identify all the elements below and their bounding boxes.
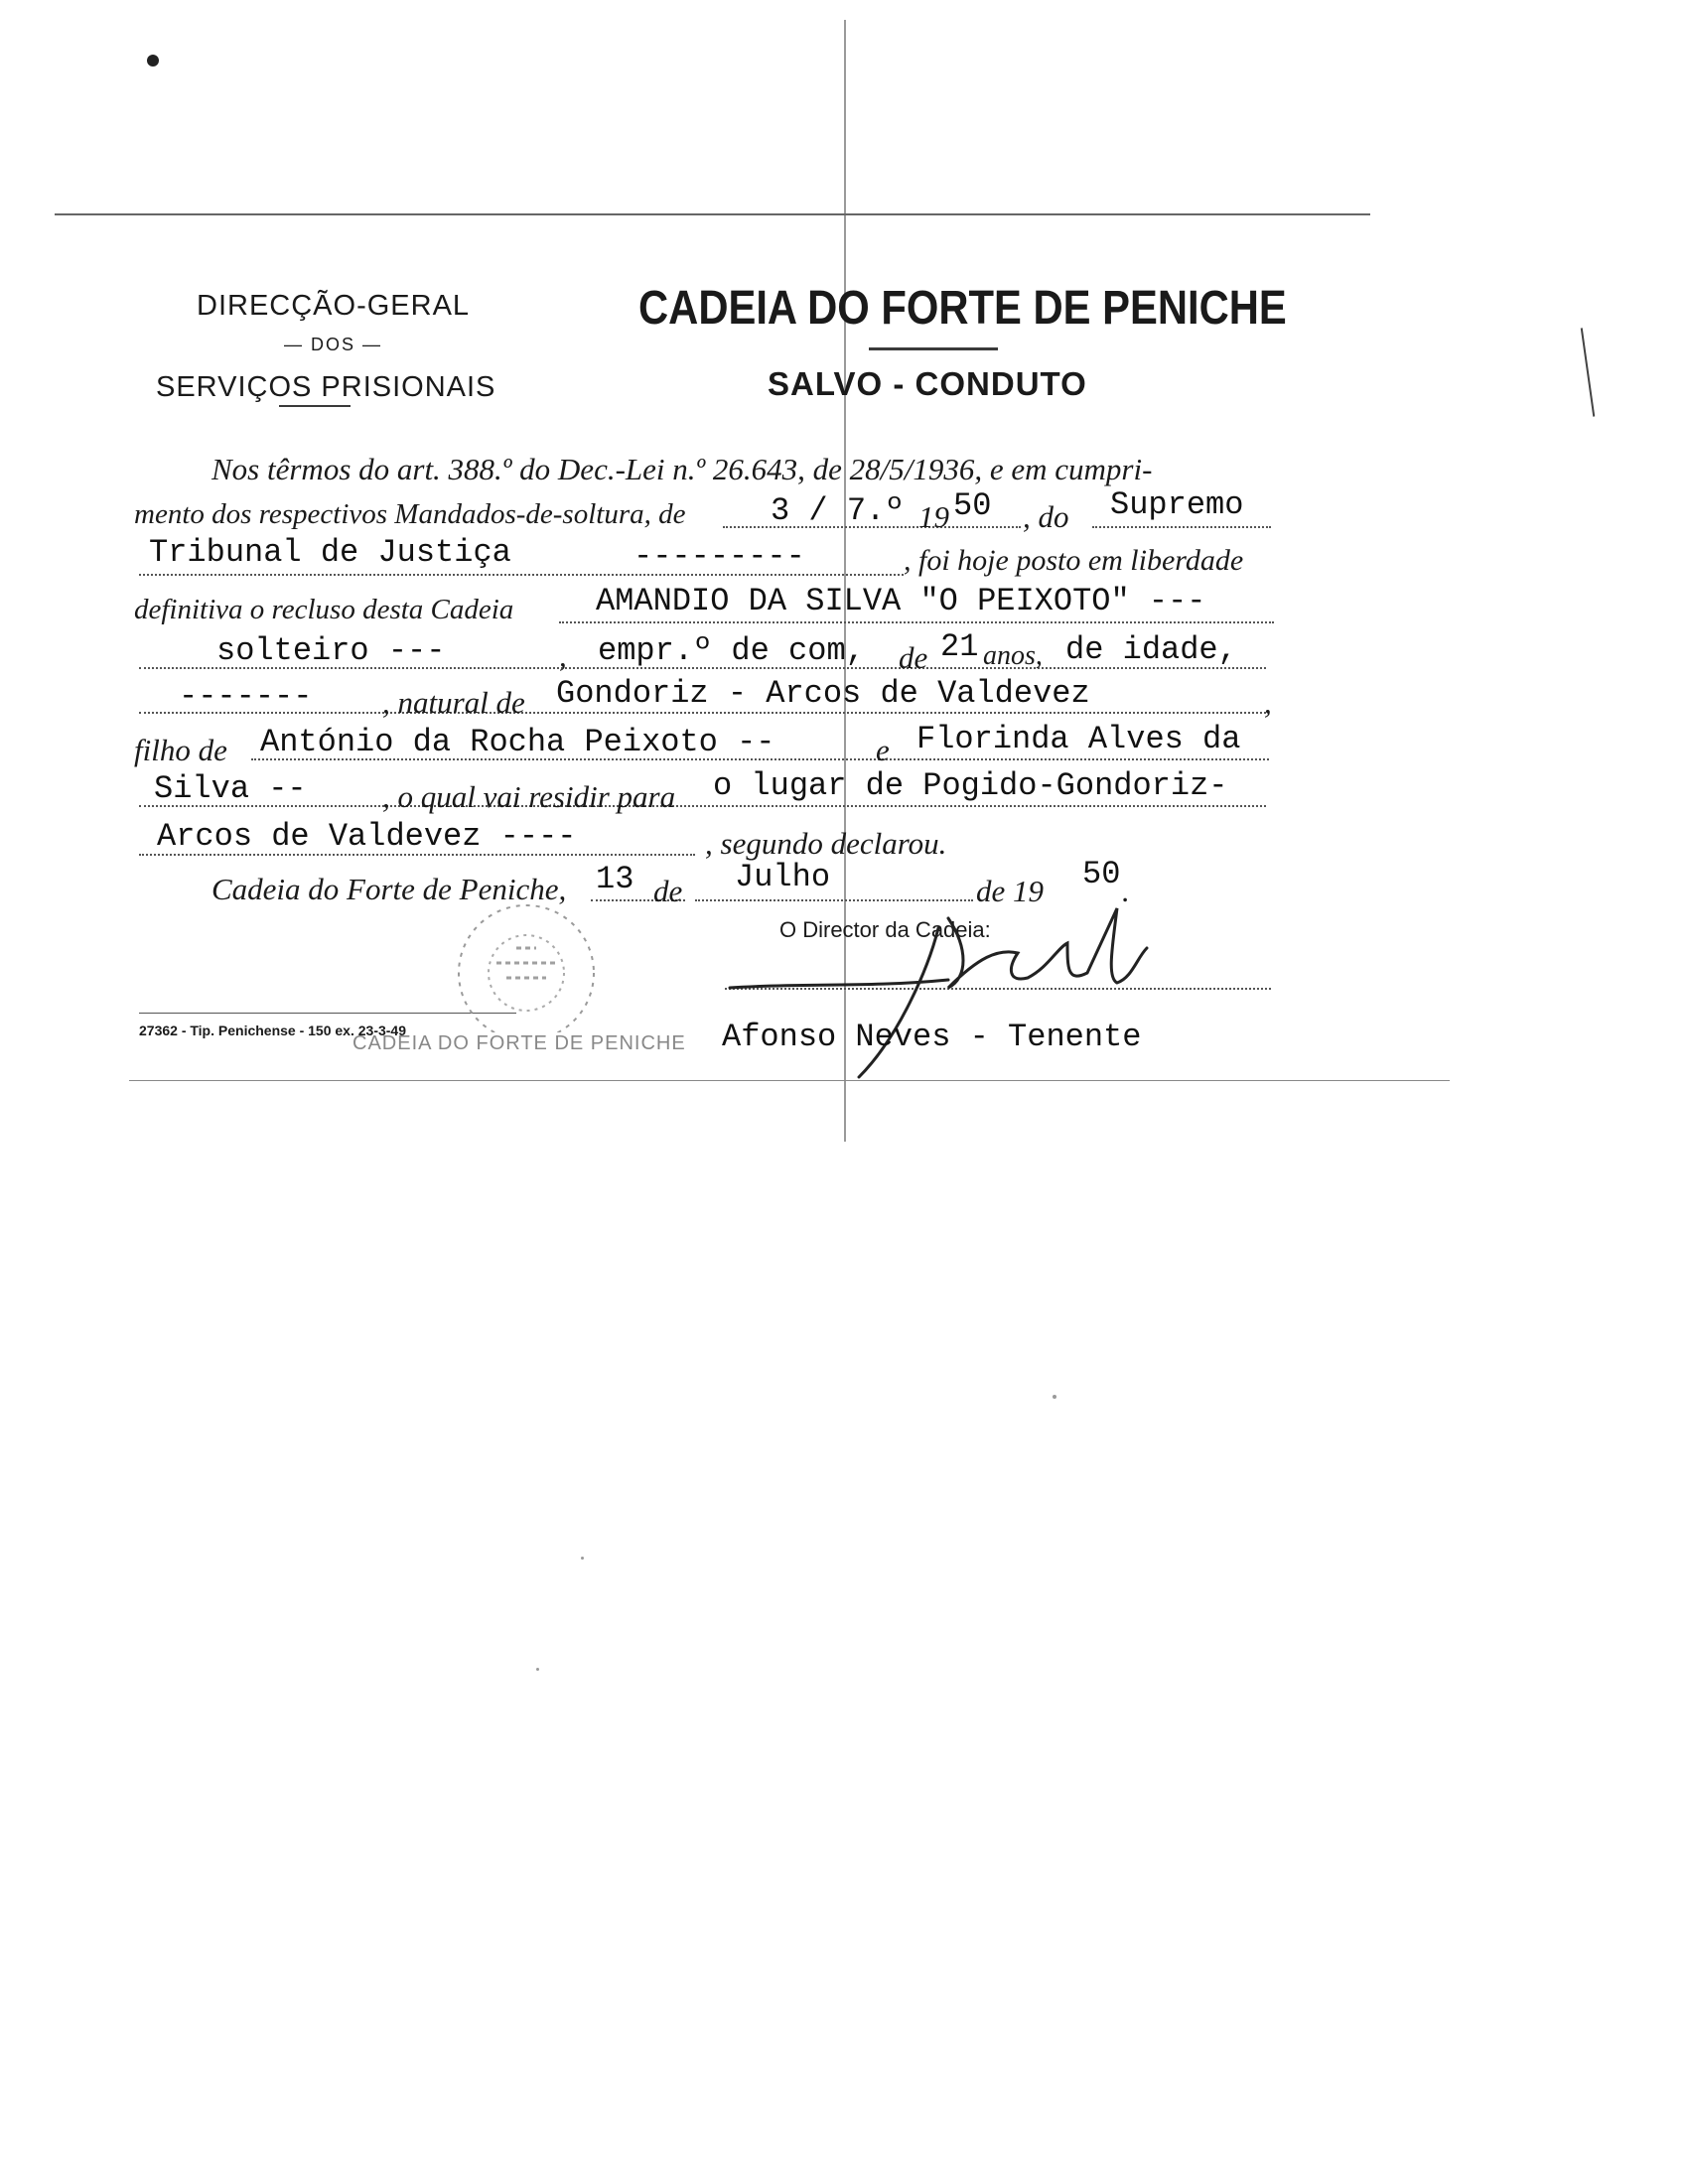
de-word: de bbox=[899, 640, 928, 675]
warrant-year-prefix: 19 bbox=[918, 499, 949, 534]
anos-word: anos, bbox=[983, 640, 1043, 671]
body-line-7-text: filho de bbox=[134, 733, 227, 767]
body-line-2-do: , do bbox=[1023, 499, 1069, 534]
warrant-year: 50 bbox=[953, 487, 992, 524]
director-signature bbox=[720, 888, 1167, 1087]
court-part-1: Supremo bbox=[1110, 486, 1244, 523]
idade-phrase: de idade, bbox=[1065, 631, 1237, 668]
mother-name-part-1: Florinda Alves da bbox=[916, 721, 1241, 757]
stamp-text: CADEIA DO FORTE DE PENICHE bbox=[352, 1032, 686, 1054]
warrant-date: 3 / 7.º bbox=[771, 492, 905, 529]
ink-speck bbox=[147, 55, 159, 67]
ink-speck bbox=[536, 1668, 539, 1671]
line-6-dashes: ------- bbox=[179, 678, 313, 715]
court-part-2: Tribunal de Justiça bbox=[149, 534, 511, 571]
residence-part-2: Arcos de Valdevez ---- bbox=[157, 818, 577, 855]
comma: , bbox=[1264, 685, 1272, 720]
issue-year: 50 bbox=[1082, 856, 1121, 892]
prisoner-age: 21 bbox=[940, 628, 979, 665]
document-subtitle: SALVO - CONDUTO bbox=[768, 365, 1087, 402]
body-line-9-text: , segundo declarou. bbox=[705, 826, 947, 861]
de-word: de bbox=[653, 874, 683, 908]
birthplace: Gondoriz - Arcos de Valdevez bbox=[556, 675, 1090, 712]
fill-line bbox=[139, 805, 1266, 807]
body-line-4-text: definitiva o recluso desta Cadeia bbox=[134, 594, 514, 625]
comma: , bbox=[559, 638, 567, 673]
form-top-border bbox=[55, 213, 1370, 215]
authority-line1: DIRECÇÃO-GERAL bbox=[197, 290, 471, 322]
body-line-8-text: , o qual vai residir para bbox=[382, 779, 676, 814]
e-word: e bbox=[876, 733, 890, 767]
authority-line2: — DOS — bbox=[284, 335, 383, 354]
ink-speck bbox=[581, 1557, 584, 1560]
authority-line3: SERVIÇOS PRISIONAIS bbox=[156, 371, 496, 403]
mother-name-part-2: Silva -- bbox=[154, 770, 307, 807]
body-line-2-text: mento dos respectivos Mandados-de-soltura, de bbox=[134, 498, 686, 530]
printer-mark: 27362 - Tip. Penichense - 150 ex. 23-3-49 bbox=[139, 1023, 407, 1038]
body-line-1: Nos têrmos do art. 388.º do Dec.-Lei n.º 26.643, de 28/5/1936, e em cumpri- bbox=[211, 452, 1153, 486]
ink-speck bbox=[1053, 1395, 1056, 1399]
marital-status: solteiro --- bbox=[216, 632, 446, 669]
period: . bbox=[1122, 874, 1130, 908]
prison-seal-stamp bbox=[397, 893, 655, 1032]
document-title: CADEIA DO FORTE DE PENICHE bbox=[638, 282, 1287, 335]
body-line-3-text: , foi hoje posto em liberdade bbox=[904, 544, 1244, 577]
scan-mark bbox=[1581, 328, 1596, 416]
fill-line bbox=[559, 621, 1274, 623]
issue-day: 13 bbox=[596, 861, 634, 897]
year-prefix: de 19 bbox=[976, 874, 1045, 908]
director-name: Afonso Neves - Tenente bbox=[722, 1019, 1142, 1055]
prisoner-name: AMANDIO DA SILVA "O PEIXOTO" --- bbox=[596, 583, 1206, 619]
residence-part-1: o lugar de Pogido-Gondoriz- bbox=[713, 767, 1228, 804]
fill-line bbox=[1092, 526, 1271, 528]
body-line-6-text: , natural de bbox=[382, 685, 525, 720]
director-label: O Director da Cadeia: bbox=[779, 917, 991, 942]
title-rule bbox=[869, 347, 998, 350]
occupation: empr.º de com, bbox=[598, 632, 865, 669]
court-dashes: --------- bbox=[633, 538, 805, 575]
issue-month: Julho bbox=[735, 859, 831, 895]
authority-underline bbox=[279, 405, 351, 407]
father-name: António da Rocha Peixoto -- bbox=[260, 724, 775, 760]
place-phrase: Cadeia do Forte de Peniche, bbox=[211, 872, 567, 906]
